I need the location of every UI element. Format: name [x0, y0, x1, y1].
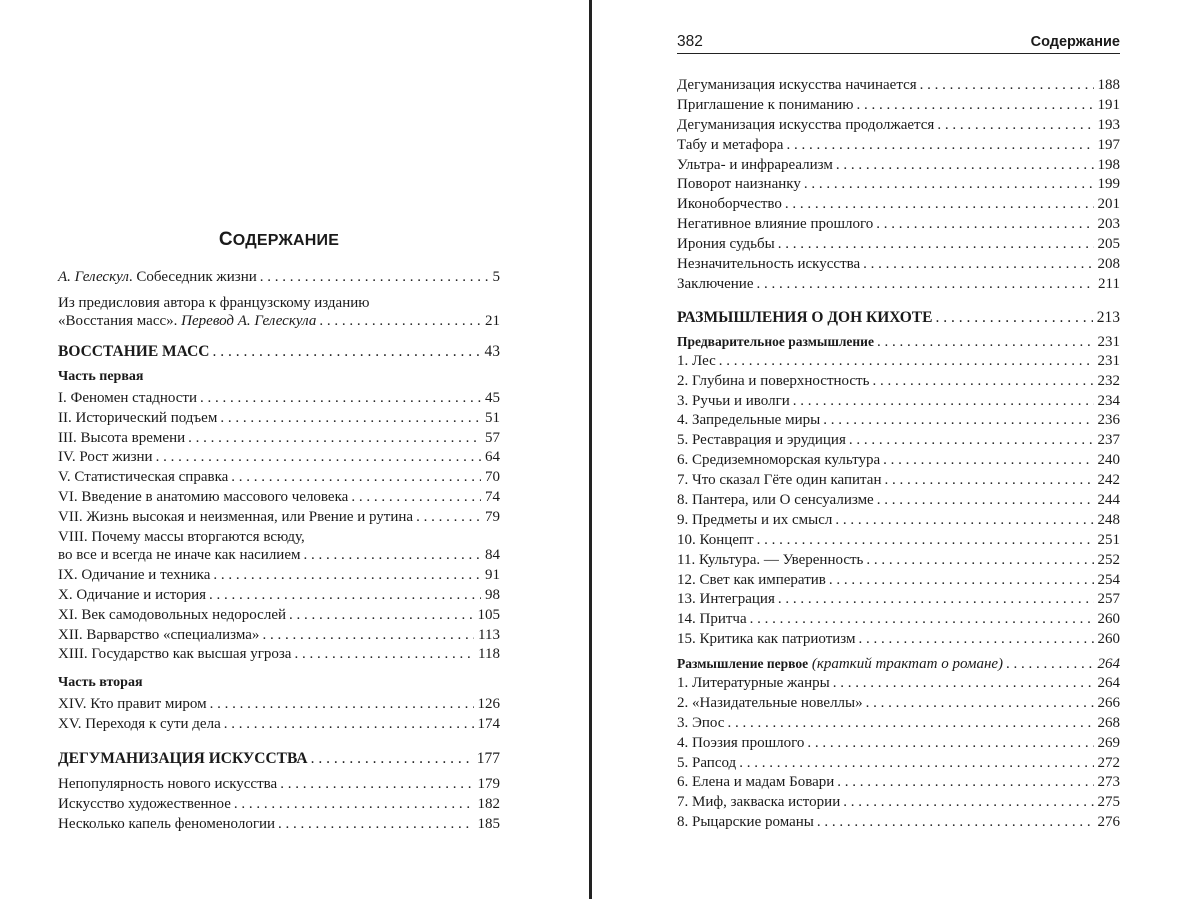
entry-page: 64 — [485, 449, 500, 466]
entry-page: 98 — [485, 586, 500, 603]
entry-title-line2: во все и всегда не иначе как насилием — [58, 547, 301, 564]
entry-page: 231 — [1097, 333, 1120, 350]
entry-page: 254 — [1097, 571, 1120, 588]
toc-entry[interactable] — [677, 352, 1120, 372]
toc-entry[interactable] — [677, 215, 1120, 235]
entry-title: Табу и метафора — [677, 136, 784, 153]
leader-dots — [719, 352, 1094, 372]
entry-page: 266 — [1097, 694, 1120, 711]
entry-page: 244 — [1097, 492, 1120, 509]
entry-title: . Собеседник жизни — [128, 269, 257, 285]
toc-entry-major[interactable] — [58, 749, 500, 769]
entry-title: I. Феномен стадности — [58, 389, 197, 406]
toc-entry[interactable] — [677, 471, 1120, 491]
toc-entry[interactable] — [677, 175, 1120, 195]
section-revolt-of-masses — [58, 342, 500, 735]
toc-entry[interactable] — [677, 610, 1120, 630]
entry-title: 15. Критика как патриотизм — [677, 631, 856, 648]
entry-title: VII. Жизнь высокая и неизменная, или Рвение и рутина — [58, 509, 414, 526]
entry-page: 211 — [1098, 275, 1120, 292]
entry-page: 193 — [1097, 116, 1120, 133]
entry-page: 113 — [478, 626, 500, 643]
toc-entry[interactable] — [677, 793, 1120, 813]
part-heading: Часть вторая — [58, 675, 143, 691]
leader-dots — [739, 754, 1093, 774]
toc-entry-subsection[interactable] — [677, 332, 1120, 352]
entry-page: 268 — [1097, 714, 1120, 731]
entry-translator: Перевод А. Гелескула — [181, 313, 317, 329]
entry-title: 2. «Назидательные новеллы» — [677, 694, 863, 711]
leader-dots — [778, 235, 1094, 255]
entry-page: 251 — [1097, 531, 1120, 548]
entry-page: 260 — [1097, 611, 1120, 628]
entry-page: 57 — [485, 429, 500, 446]
entry-title: Поворот наизнанку — [677, 176, 801, 193]
leader-dots — [213, 566, 481, 586]
section-don-quixote — [677, 308, 1120, 833]
entry-page: 264 — [1097, 675, 1120, 692]
entry-title: XIV. Кто правит миром — [58, 696, 207, 713]
entry-page: 185 — [477, 815, 500, 832]
toc-entry[interactable] — [677, 511, 1120, 531]
toc-entry[interactable] — [677, 674, 1120, 694]
leader-dots — [727, 714, 1093, 734]
leader-dots — [837, 773, 1093, 793]
leader-dots — [220, 409, 481, 429]
leader-dots — [859, 630, 1094, 650]
entry-title: Негативное влияние прошлого — [677, 216, 874, 233]
leader-dots — [833, 674, 1094, 694]
entry-title-line2: «Восстания масс». — [58, 313, 182, 329]
entry-page: 269 — [1097, 734, 1120, 751]
book-spine-divider — [589, 0, 592, 899]
leader-dots — [877, 333, 1094, 353]
leader-dots — [877, 491, 1094, 511]
entry-page: 232 — [1097, 372, 1120, 389]
entry-title: ДЕГУМАНИЗАЦИЯ ИСКУССТВА — [58, 750, 308, 767]
leader-dots — [920, 76, 1094, 96]
toc-entry[interactable] — [677, 491, 1120, 511]
entry-title: ВОССТАНИЕ МАСС — [58, 343, 210, 360]
toc-entry[interactable] — [58, 488, 500, 508]
entry-page: 208 — [1097, 256, 1120, 273]
leader-dots — [804, 175, 1094, 195]
entry-page: 182 — [477, 795, 500, 812]
entry-title: Незначительность искусства — [677, 256, 861, 273]
entry-title: 12. Свет как императив — [677, 571, 826, 588]
entry-page: 275 — [1097, 794, 1120, 811]
leader-dots — [935, 308, 1092, 328]
entry-title: Искусство художественное — [58, 795, 231, 812]
leader-dots — [849, 431, 1094, 451]
leader-dots — [303, 546, 481, 566]
toc-entry[interactable] — [58, 528, 500, 566]
entry-title: Ирония судьбы — [677, 236, 775, 253]
leader-dots — [1006, 655, 1093, 675]
leader-dots — [866, 551, 1093, 571]
leader-dots — [883, 451, 1093, 471]
toc-entry[interactable] — [677, 551, 1120, 571]
toc-entry[interactable] — [677, 734, 1120, 754]
entry-title: Непопулярность нового искусства — [58, 775, 278, 792]
entry-page: 74 — [485, 489, 500, 506]
entry-subtitle: (краткий трактат о романе) — [811, 656, 1004, 673]
part-heading: Часть первая — [58, 368, 144, 384]
leader-dots — [857, 96, 1094, 116]
leader-dots — [807, 734, 1093, 754]
entry-page: 70 — [485, 469, 500, 486]
entry-page: 177 — [476, 750, 500, 767]
entry-title: IX. Одичание и техника — [58, 566, 211, 583]
entry-title: XIII. Государство как высшая угроза — [58, 646, 292, 663]
entry-page: 174 — [477, 716, 500, 733]
entry-page: 179 — [477, 775, 500, 792]
entry-page: 199 — [1097, 176, 1120, 193]
entry-page: 273 — [1097, 774, 1120, 791]
entry-title: IV. Рост жизни — [58, 449, 153, 466]
entry-page: 84 — [485, 547, 500, 564]
entry-page: 205 — [1097, 236, 1120, 253]
entry-page: 242 — [1097, 472, 1120, 489]
leader-dots — [280, 775, 473, 795]
entry-page: 21 — [485, 313, 500, 329]
toc-entry-major[interactable] — [677, 308, 1120, 328]
leader-dots — [210, 695, 474, 715]
entry-title: 4. Запредельные миры — [677, 412, 821, 429]
entry-title: 14. Притча — [677, 611, 747, 628]
toc-entry[interactable] — [58, 645, 500, 665]
entry-title: V. Статистическая справка — [58, 469, 229, 486]
leader-dots — [278, 815, 473, 835]
toc-entry[interactable] — [677, 531, 1120, 551]
leader-dots — [872, 372, 1093, 392]
toc-entry[interactable] — [58, 586, 500, 606]
entry-title: Приглашение к пониманию — [677, 96, 854, 113]
leader-dots — [785, 195, 1094, 215]
entry-page: 257 — [1097, 591, 1120, 608]
toc-entry[interactable] — [677, 714, 1120, 734]
entry-title: 6. Средиземноморская культура — [677, 452, 881, 469]
entry-title: 7. Что сказал Гёте один капитан — [677, 472, 882, 489]
toc-entry[interactable] — [58, 429, 500, 449]
entry-title-line1: VIII. Почему массы вторгаются всюду, — [58, 529, 305, 546]
running-head — [677, 33, 1120, 54]
toc-entry[interactable] — [58, 508, 500, 528]
toc-entry[interactable] — [677, 590, 1120, 610]
entry-page: 79 — [485, 509, 500, 526]
entry-page: 51 — [485, 409, 500, 426]
leader-dots — [757, 275, 1095, 295]
entry-page: 203 — [1097, 216, 1120, 233]
leader-dots — [188, 429, 481, 449]
entry-title: 3. Эпос — [677, 714, 725, 731]
toc-entry[interactable] — [677, 255, 1120, 275]
entry-title: X. Одичание и история — [58, 586, 207, 603]
entry-page: 91 — [485, 566, 500, 583]
leader-dots — [829, 571, 1094, 591]
entry-title: 5. Реставрация и эрудиция — [677, 432, 846, 449]
entry-title: 10. Концепт — [677, 531, 754, 548]
toc-entry[interactable] — [677, 813, 1120, 833]
entry-page: 260 — [1097, 631, 1120, 648]
toc-entry[interactable] — [677, 235, 1120, 255]
entry-page: 272 — [1097, 754, 1120, 771]
leader-dots — [213, 342, 481, 362]
entry-title: Заключение — [677, 275, 754, 292]
entry-title: Дегуманизация искусства начинается — [677, 77, 917, 93]
toc-entry[interactable] — [677, 275, 1120, 295]
leader-dots — [884, 471, 1093, 491]
entry-title: Размышление первое — [677, 656, 809, 672]
entry-title-line1: Из предисловия автора к французскому изданию — [58, 295, 370, 311]
entry-page: 240 — [1097, 452, 1120, 469]
toc-entry[interactable] — [58, 409, 500, 429]
toc-entry[interactable] — [677, 372, 1120, 392]
dehumanization-continued-list — [677, 76, 1120, 295]
leader-dots — [231, 468, 481, 488]
toc-entry[interactable] — [677, 754, 1120, 774]
entry-title: 2. Глубина и поверхностность — [677, 372, 870, 389]
entry-title: 8. Пантера, или О сенсуализме — [677, 492, 874, 509]
leader-dots — [224, 715, 474, 735]
toc-entry[interactable] — [58, 626, 500, 646]
leader-dots — [200, 389, 481, 409]
leader-dots — [311, 749, 473, 769]
entry-page: 236 — [1097, 412, 1120, 429]
leader-dots — [876, 215, 1093, 235]
toc-entry[interactable] — [58, 268, 500, 288]
toc-entry[interactable] — [58, 389, 500, 409]
leader-dots — [416, 508, 481, 528]
leader-dots — [836, 156, 1094, 176]
entry-author: А. Гелескул — [58, 269, 129, 285]
entry-page: 264 — [1097, 656, 1120, 673]
entry-title: 5. Рапсод — [677, 754, 737, 771]
toc-entry[interactable] — [58, 815, 500, 835]
entry-title: XII. Варварство «специализма» — [58, 626, 260, 643]
leader-dots — [937, 116, 1093, 136]
toc-entry[interactable] — [677, 136, 1120, 156]
leader-dots — [793, 392, 1094, 412]
leader-dots — [294, 645, 474, 665]
entry-title: РАЗМЫШЛЕНИЯ О ДОН КИХОТЕ — [677, 309, 933, 326]
entry-title: II. Исторический подъем — [58, 409, 218, 426]
toc-entry[interactable] — [677, 694, 1120, 714]
entry-title: 13. Интеграция — [677, 591, 775, 608]
leader-dots — [866, 694, 1094, 714]
leader-dots — [260, 268, 489, 288]
toc-entry[interactable] — [58, 606, 500, 626]
entry-page: 197 — [1097, 136, 1120, 153]
entry-page: 237 — [1097, 432, 1120, 449]
entry-title: Ультра- и инфрареализм — [677, 156, 833, 173]
leader-dots — [262, 626, 474, 646]
entry-page: 252 — [1097, 551, 1120, 568]
toc-entry[interactable] — [58, 468, 500, 488]
entry-title: III. Высота времени — [58, 429, 186, 446]
entry-title: VI. Введение в анатомию массового человека — [58, 489, 349, 506]
entry-title: 7. Миф, закваска истории — [677, 794, 841, 811]
toc-entry[interactable] — [58, 448, 500, 468]
leader-dots — [757, 531, 1094, 551]
entry-page: 276 — [1097, 814, 1120, 831]
toc-entry[interactable] — [677, 431, 1120, 451]
running-title: Содержание — [1030, 34, 1120, 50]
toc-entry[interactable] — [677, 571, 1120, 591]
entry-title: Предварительное размышление — [677, 333, 874, 349]
toc-entry-subsection[interactable] — [677, 654, 1120, 674]
toc-entry-major[interactable] — [58, 342, 500, 362]
toc-entry[interactable] — [58, 775, 500, 795]
toc-entry[interactable] — [58, 566, 500, 586]
toc-entry[interactable] — [58, 715, 500, 735]
entry-title: 4. Поэзия прошлого — [677, 734, 805, 751]
toc-entry[interactable] — [677, 451, 1120, 471]
leader-dots — [156, 448, 481, 468]
page-title: СОДЕРЖАНИЕ — [218, 229, 340, 250]
entry-title: 8. Рыцарские романы — [677, 814, 814, 831]
leader-dots — [843, 793, 1093, 813]
page-number: 382 — [677, 33, 703, 50]
entry-title: 9. Предметы и их смысл — [677, 511, 833, 528]
entry-page: 191 — [1097, 96, 1120, 113]
entry-page: 43 — [484, 343, 500, 360]
entry-page: 213 — [1096, 309, 1120, 326]
leader-dots — [234, 795, 474, 815]
entry-page: 201 — [1097, 196, 1120, 213]
entry-title: Иконоборчество — [677, 196, 782, 213]
entry-page: 188 — [1097, 77, 1120, 93]
entry-title: 1. Литературные жанры — [677, 675, 830, 692]
leader-dots — [863, 255, 1093, 275]
toc-entry[interactable] — [677, 411, 1120, 431]
preface-list — [58, 268, 500, 288]
leader-dots — [778, 590, 1094, 610]
toc-entry[interactable] — [677, 76, 1120, 96]
entry-page: 118 — [478, 646, 500, 663]
leader-dots — [786, 136, 1093, 156]
toc-entry[interactable] — [58, 795, 500, 815]
entry-page: 126 — [477, 696, 500, 713]
toc-entry[interactable] — [677, 195, 1120, 215]
entry-title: XI. Век самодовольных недорослей — [58, 606, 287, 623]
toc-entry[interactable] — [677, 96, 1120, 116]
toc-entry[interactable] — [677, 392, 1120, 412]
toc-entry[interactable] — [58, 695, 500, 715]
entry-page: 5 — [492, 269, 500, 285]
entry-title: Несколько капель феноменологии — [58, 815, 276, 832]
entry-page: 234 — [1097, 392, 1120, 409]
leader-dots — [209, 586, 481, 606]
entry-title: 6. Елена и мадам Бовари — [677, 774, 835, 791]
toc-entry[interactable] — [677, 116, 1120, 136]
entry-page: 198 — [1097, 156, 1120, 173]
entry-page: 105 — [477, 606, 500, 623]
preface-entry-2[interactable] — [58, 294, 500, 332]
section-dehumanization — [58, 749, 500, 835]
entry-title: 3. Ручьи и иволги — [677, 392, 790, 409]
entry-title: XV. Переходя к сути дела — [58, 716, 221, 733]
toc-entry[interactable] — [677, 630, 1120, 650]
leader-dots — [750, 610, 1094, 630]
leader-dots — [319, 312, 481, 332]
entry-page: 45 — [485, 389, 500, 406]
entry-page: 231 — [1097, 352, 1120, 369]
entry-title: 1. Лес — [677, 352, 716, 369]
leader-dots — [835, 511, 1093, 531]
leader-dots — [351, 488, 481, 508]
leader-dots — [823, 411, 1093, 431]
leader-dots — [289, 606, 473, 626]
entry-title: 11. Культура. — Уверенность — [677, 551, 864, 568]
entry-title: Дегуманизация искусства продолжается — [677, 116, 935, 133]
toc-entry[interactable] — [677, 773, 1120, 793]
leader-dots — [817, 813, 1094, 833]
toc-entry[interactable] — [677, 156, 1120, 176]
entry-page: 248 — [1097, 511, 1120, 528]
